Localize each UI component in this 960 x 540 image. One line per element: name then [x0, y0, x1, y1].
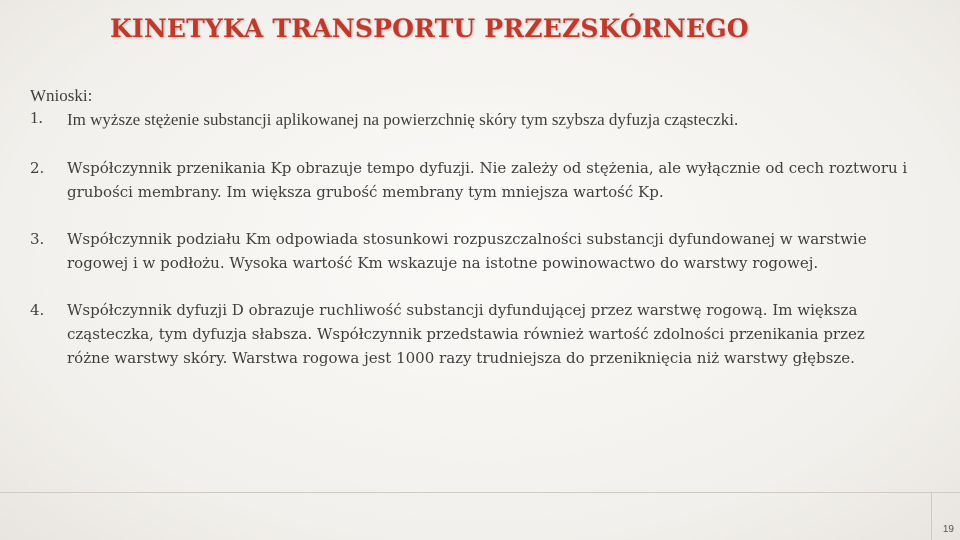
- page-number: 19: [942, 524, 954, 535]
- list-item-4: [30, 298, 910, 370]
- list-text: Im wyższe stężenie substancji aplikowanej na powierzchnię skóry tym szybsza dyfuzja cząsteczki.: [67, 110, 739, 129]
- list-text: Współczynnik dyfuzji D obrazuje ruchliwość substancji dyfundującej przez warstwę rogową. Im większa cząsteczka, tym dyfuzja słabsza. Współczynnik przedstawia również wartość zdolności przenikania przez różne warstwy skóry. Warstwa rogowa jest 1000 razy trudniejsza do przeniknięcia niż warstwy głębsze.: [67, 301, 865, 367]
- list-item-1: [30, 108, 910, 132]
- list-number: 3.: [30, 230, 45, 248]
- list-item-3: [30, 227, 910, 275]
- list-number: 4.: [30, 301, 45, 319]
- intro-label: Wnioski:: [30, 86, 93, 105]
- slide-content: [30, 84, 910, 370]
- list-text: Współczynnik podziału Km odpowiada stosunkowi rozpuszczalności substancji dyfundowanej w warstwie rogowej i w podłożu. Wysoka wartość Km wskazuje na istotne powinowactwo do warstwy rogowej.: [67, 230, 867, 272]
- list-text: Współczynnik przenikania Kp obrazuje tempo dyfuzji. Nie zależy od stężenia, ale wyłącznie od cech roztworu i grubości membrany. Im większa grubość membrany tym mniejsza wartość Kp.: [67, 159, 908, 201]
- slide-title: KINETYKA TRANSPORTU PRZEZSKÓRNEGO: [110, 14, 749, 43]
- list-number: 2.: [30, 159, 45, 177]
- footer-frame-line: [0, 492, 960, 540]
- list-item-2: [30, 156, 910, 204]
- list-number: 1.: [30, 108, 43, 127]
